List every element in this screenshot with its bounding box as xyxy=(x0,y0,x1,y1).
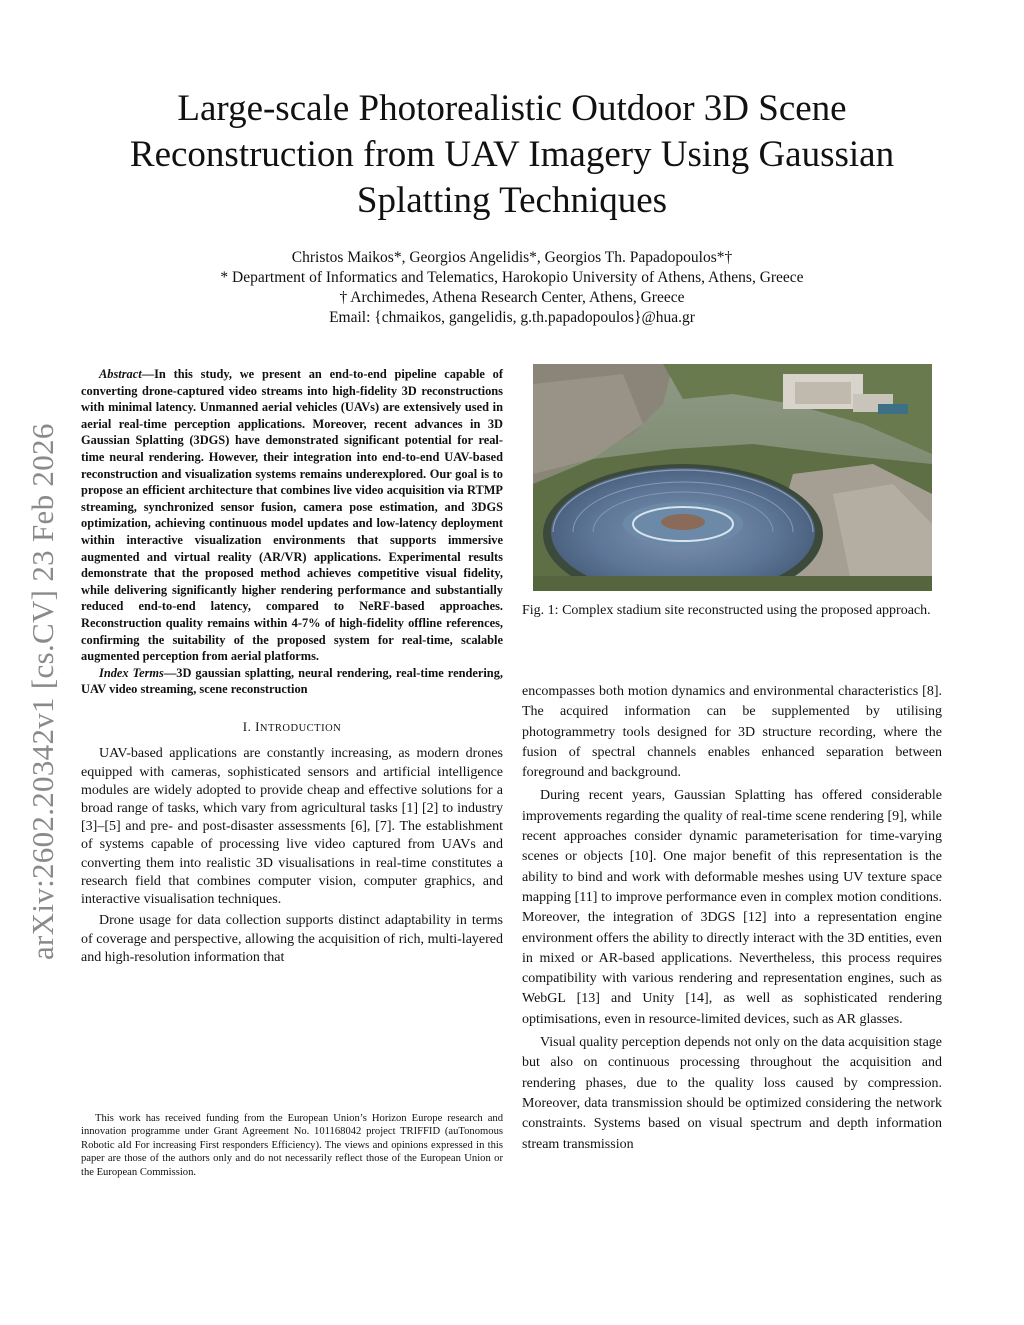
footnote-text: This work has received funding from the European Union’s Horizon Europe research and innovation programme under Grant Agreement No. 101168042 project TRIFFID (auTonomous Robotic aId For increasing First responders Efficiency). The views and opinions expressed in this paper are those of the authors only and do not necessarily reflect those of the European Union or the European Commission. xyxy=(81,1113,503,1178)
intro-paragraph: Drone usage for data collection supports distinct adaptability in terms of coverage and perspective, allowing the acquisition of rich, multi-layered and high-resolution information that xyxy=(81,913,503,965)
author-email: Email: {chmaikos, gangelidis, g.th.papadopoulos}@hua.gr xyxy=(329,309,695,326)
body-paragraph: Visual quality perception depends not only on the data acquisition stage but also on continuous processing throughout the acquisition and rendering phases, due to the quality loss caused by compression. Moreover, data transmission should be optimized considering the network constraints. Systems based on visual spectrum and depth information stream transmission xyxy=(522,1035,942,1152)
intro-paragraph: UAV-based applications are constantly increasing, as modern drones equipped with cameras, sophisticated sensors and artificial intelligence modules are widely adopted to provide cheap and effective solutions for a broad range of tasks, which vary from agricultural tasks [1] [2] to industry [3]–[5] and pre- and post-disaster assessments [6], [7]. The establishment of systems capable of processing live video captured from UAVs and converting them into realistic 3D visualisations in real-time constitutes a research field that combines computer vision, computer graphics, and interactive visualisation techniques. xyxy=(81,746,503,908)
index-terms xyxy=(81,665,503,698)
author-block xyxy=(60,248,964,328)
right-column xyxy=(522,682,942,1158)
abstract xyxy=(81,366,503,665)
left-column xyxy=(81,366,503,970)
figure-caption: Fig. 1: Complex stadium site reconstructed using the proposed approach. xyxy=(522,603,931,618)
paper-title xyxy=(60,86,964,224)
section-number: I. xyxy=(242,718,252,734)
section-title-initial: I xyxy=(255,718,260,734)
title-line: Splatting Techniques xyxy=(356,180,668,221)
section-title-rest: NTRODUCTION xyxy=(259,722,342,734)
affiliation-archimedes: † Archimedes, Athena Research Center, Athens, Greece xyxy=(339,289,685,306)
index-terms-text: —3D gaussian splatting, neural rendering, real-time rendering, UAV video streaming, scene reconstruction xyxy=(81,665,503,697)
affiliation-harokopio: * Department of Informatics and Telematics, Harokopio University of Athens, Athens, Greece xyxy=(220,269,804,286)
abstract-lead: Abstract xyxy=(99,367,142,381)
section-heading-introduction xyxy=(81,718,503,738)
stadium-illustration xyxy=(533,364,932,591)
funding-footnote xyxy=(81,1112,503,1179)
stadium-reconstruction-image xyxy=(533,364,932,591)
abstract-text: —In this study, we present an end-to-end pipeline capable of converting drone-captured video streams into high-fidelity 3D reconstructions with minimal latency. Unmanned aerial vehicles (UAVs) are extensively used in aerial real-time perception applications. Moreover, recent advances in 3D Gaussian Splatting (3DGS) have demonstrated significant potential for real-time neural rendering. However, their integration into end-to-end UAV-based reconstruction and visualization systems remains underexplored. Our goal is to propose an efficient architecture that combines live video acquisition via RTMP streaming, synchronized sensor fusion, camera pose estimation, and 3DGS optimization, achieving continuous model updates and low-latency deployment within interactive visualization environments that supports immersive augmented and virtual reality (AR/VR) applications. Experimental results demonstrate that the proposed method achieves competitive visual fidelity, while delivering significantly higher rendering performance and substantially reduced end-to-end latency, compared to NeRF-based approaches. Reconstruction quality remains within 4-7% of high-fidelity offline references, confirming the suitability of the proposed system for real-time, scalable augmented perception from aerial platforms. xyxy=(81,367,503,664)
body-paragraph: encompasses both motion dynamics and environmental characteristics [8]. The acquired information can be supplemented by utilising photogrammetry tools designed for 3D structure recording, where the fusion of spectral channels enables enhanced separation between foreground and background. xyxy=(522,684,942,781)
title-line: Reconstruction from UAV Imagery Using Gaussian xyxy=(129,134,895,175)
arxiv-stamp: arXiv:2602.20342v1 [cs.CV] 23 Feb 2026 xyxy=(25,423,60,960)
body-paragraph: During recent years, Gaussian Splatting has offered considerable improvements regarding the quality of real-time scene rendering [9], while recent approaches consider dynamic parameterisation for time-varying scenes or objects [10]. One major benefit of this representation is the ability to bind and work with deformable meshes using UV texture space mapping [11] to improve performance even in complex motion conditions. Moreover, the integration of 3DGS [12] into a representation engine environment offers the ability to directly interact with the 3D entities, even in mixed or AR-based applications. Nevertheless, this process requires compatibility with various rendering and representation engines, such as WebGL [13] and Unity [14], as well as sophisticated rendering optimisations, even in resource-limited devices, such as AR glasses. xyxy=(522,788,942,1027)
title-line: Large-scale Photorealistic Outdoor 3D Scene xyxy=(177,88,847,129)
index-terms-lead: Index Terms xyxy=(99,665,164,680)
author-names: Christos Maikos*, Georgios Angelidis*, Georgios Th. Papadopoulos*† xyxy=(291,249,733,266)
